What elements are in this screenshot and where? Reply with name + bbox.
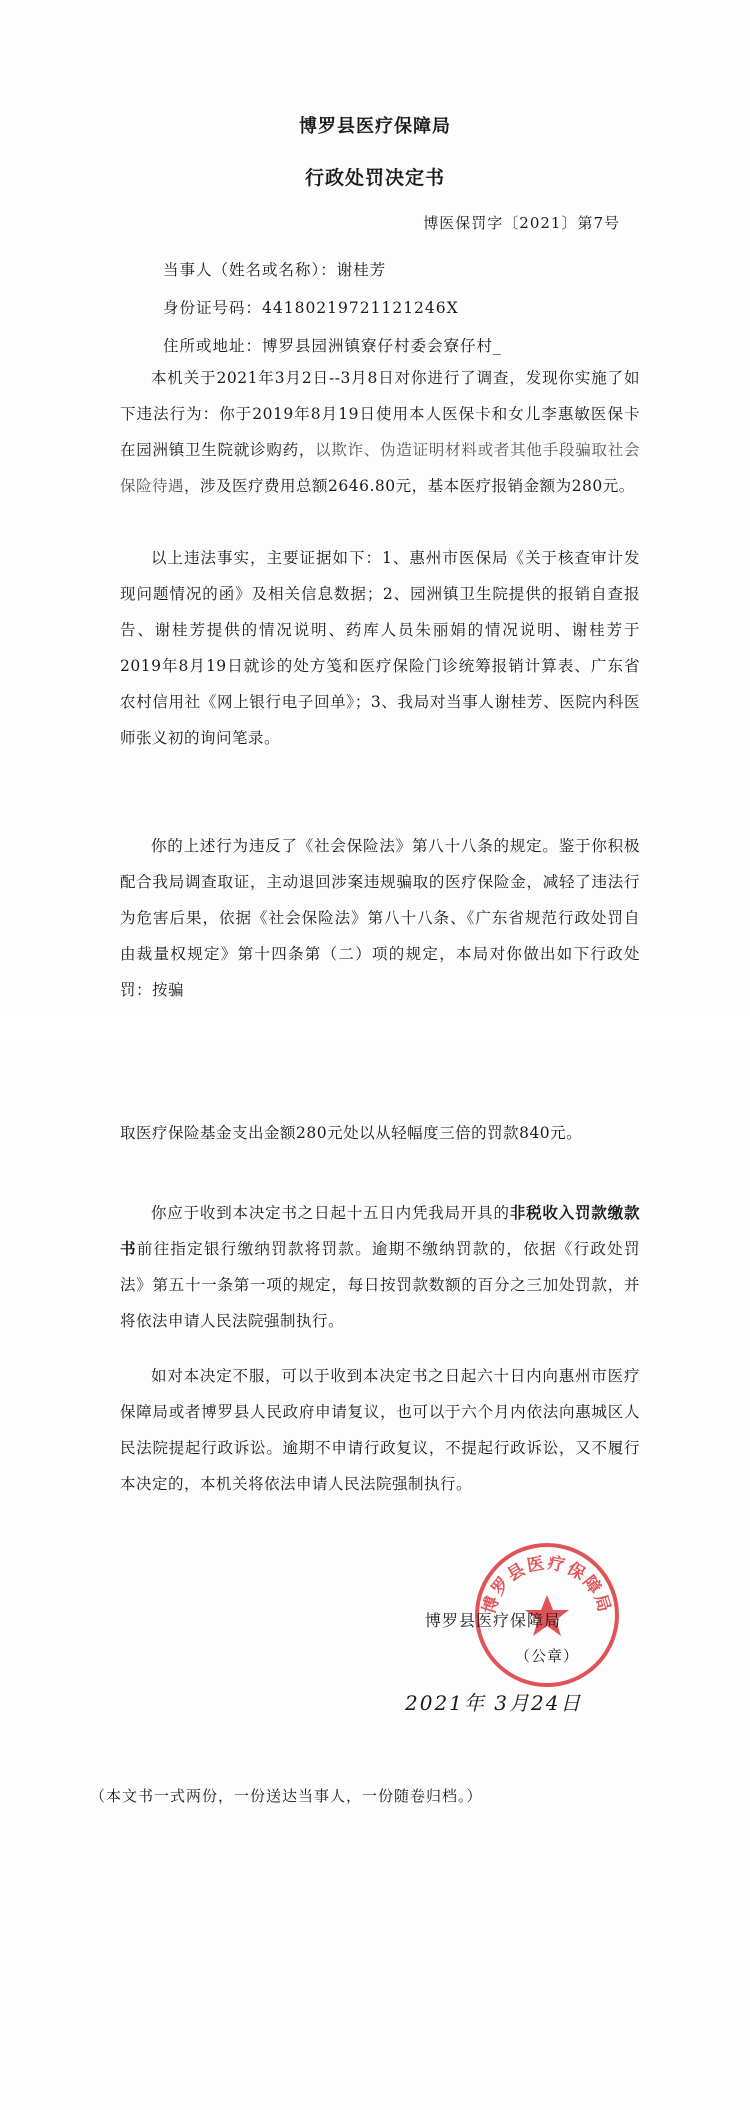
paragraph-investigation: [120, 360, 640, 504]
paragraph-penalty-continued: 取医疗保险基金支出金额280元处以从轻幅度三倍的罚款840元。: [120, 1124, 583, 1142]
page-gap: [0, 1010, 750, 1040]
paragraph-payment-text-b: 前往指定银行缴纳罚款将罚款。逾期不缴纳罚款的，依据《行政处罚法》第五十一条第一项的规定，每日按罚款数额的百分之三加处罚款，并将依法申请人民法院强制执行。: [120, 1240, 640, 1330]
document-number: 博医保罚字〔2021〕第7号: [423, 214, 620, 232]
signing-organization: 博罗县医疗保障局: [425, 1611, 562, 1630]
party-name: 当事人（姓名或名称）：谢桂芳: [163, 261, 387, 279]
payment-slip-name: 非税收入罚款缴款书: [120, 1203, 640, 1258]
issuing-organization: 博罗县医疗保障局: [299, 116, 451, 137]
document-page-1: [0, 0, 750, 1010]
paragraph-appeal: 如对本决定不服，可以于收到本决定书之日起六十日内向惠州市医疗保障局或者博罗县人民政府申请复议，也可以于六个月内依法向惠城区人民法院提起行政诉讼。逾期不申请行政复议，不提起行政诉讼，又不履行本决定的，本机关将依法申请人民法院强制执行。: [120, 1367, 640, 1493]
paragraph-payment: [120, 1195, 640, 1339]
document-title: 行政处罚决定书: [304, 167, 445, 189]
footer-note: （本文书一式两份，一份送达当事人，一份随卷归档。）: [90, 1787, 483, 1805]
party-address: 住所或地址：博罗县园洲镇寮仔村委会寮仔村_: [163, 337, 502, 355]
paragraph-investigation-text-a: 本机关于2021年3月2日--3月8日对你进行了调查，发现你实施了如下违法行为：你于2019年8月19日使用本人医保卡和女儿李惠敏医保卡在园洲镇卫生院就诊购药，: [120, 369, 640, 459]
seal-text: 博罗县医疗保障局: [479, 1553, 615, 1617]
paragraph-payment-text-a: 你应于收到本决定书之日起十五日内凭我局开具的: [151, 1204, 510, 1222]
seal-label: （公章）: [515, 1647, 580, 1665]
party-id-number: 身份证号码：44180219721121246X: [163, 299, 459, 317]
paragraph-violation: 你的上述行为违反了《社会保险法》第八十八条的规定。鉴于你积极配合我局调查取证，主动退回涉案违规骗取的医疗保险金，减轻了违法行为危害后果，依据《社会保险法》第八十八条、《广东省规范行政处罚自由裁量权规定》第十四条第（二）项的规定，本局对你做出如下行政处罚：按骗: [120, 837, 640, 999]
paragraph-investigation-text-b: 以欺诈、伪造证明材料或者其他手段骗取社会保险待遇: [120, 441, 640, 495]
signing-date: 2021年 3月24日: [405, 1691, 583, 1715]
paragraph-investigation-text-c: ，涉及医疗费用总额2646.80元，基本医疗报销金额为280元。: [184, 477, 635, 495]
paragraph-evidence: 以上违法事实，主要证据如下：1、惠州市医保局《关于核查审计发现问题情况的函》及相关信息数据；2、园洲镇卫生院提供的报销自查报告、谢桂芳提供的情况说明、药库人员朱丽娟的情况说明、谢桂芳于2019年8月19日就诊的处方笺和医疗保险门诊统筹报销计算表、广东省农村信用社《网上银行电子回单》；3、我局对当事人谢桂芳、医院内科医师张义初的询问笔录。: [120, 549, 640, 747]
